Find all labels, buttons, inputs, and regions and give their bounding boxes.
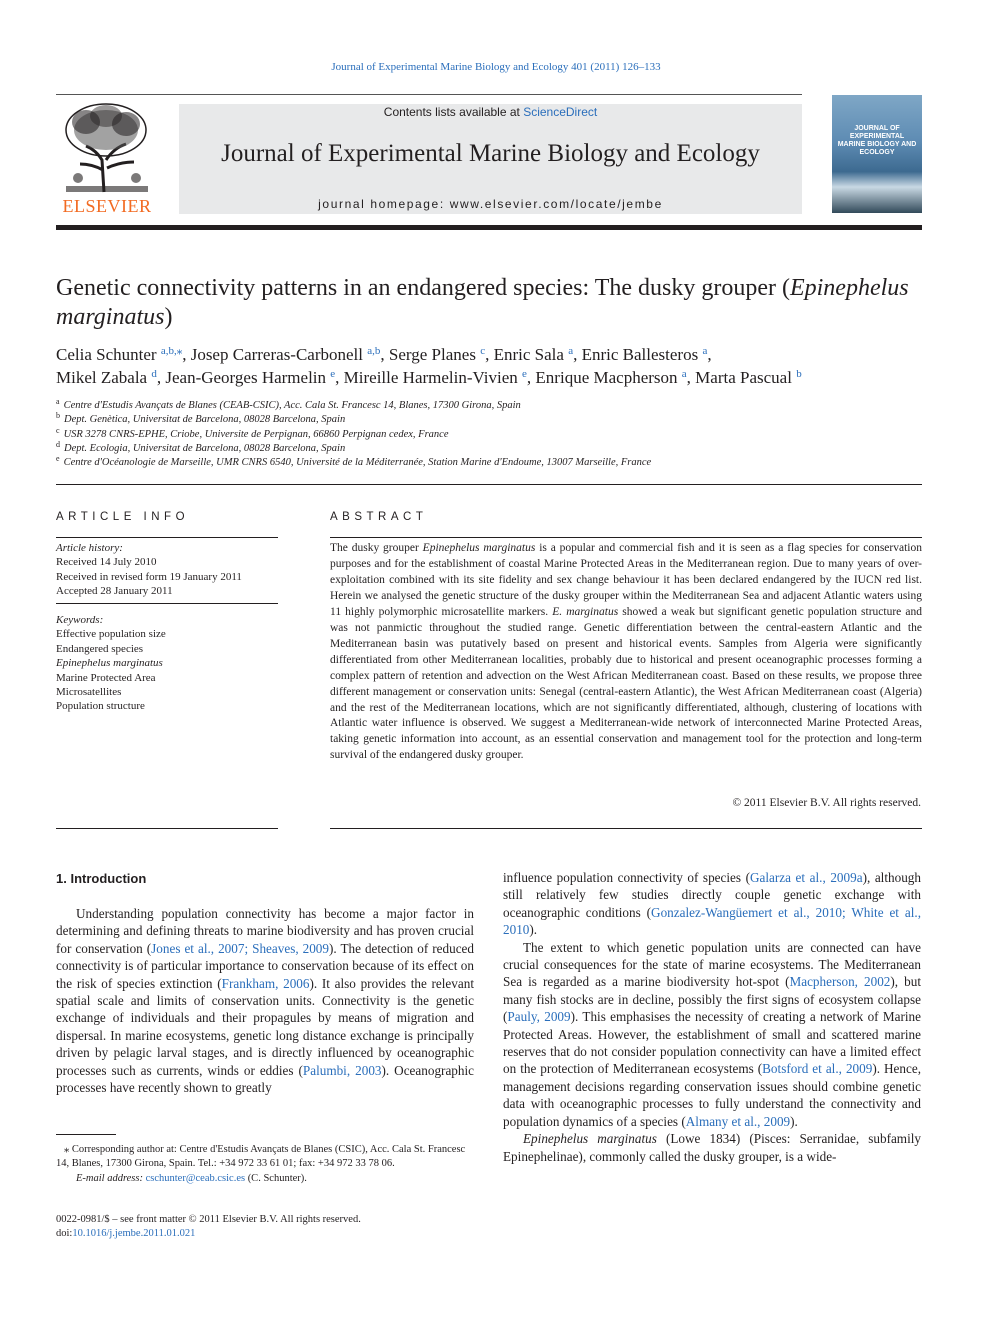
body-text-run: influence population connectivity of species ( <box>503 870 750 885</box>
citation-link[interactable]: Pauly, 2009 <box>507 1009 571 1025</box>
top-rule <box>56 94 802 95</box>
author: Enric Sala $^a$, <box>493 345 582 364</box>
author-name: Serge Planes <box>388 345 476 364</box>
contents-prefix: Contents lists available at <box>383 105 524 119</box>
author-affil-link[interactable]: a <box>702 345 708 357</box>
keyword: Microsatellites <box>56 686 122 699</box>
author-affil-link[interactable]: b <box>796 368 802 380</box>
author-name: Mikel Zabala <box>56 368 148 387</box>
author-affil-link[interactable]: e <box>330 368 336 380</box>
corresponding-text: ⁎ Corresponding author at: Centre d'Estudis Avançats de Blanes (CSIC), Acc. Cala St. Francesc 14, Blanes, 17300 Girona, Spain. Tel.: +34 972 33 61 01; fax: +34 972 33 78 06. <box>56 1144 466 1170</box>
body-text-run: ), although still relatively few studies directly couple genetic exchange with oceanographic conditions ( <box>503 870 921 920</box>
affiliation: $^e$ Centre d'Océanologie de Marseille, UMR CNRS 6540, Université de la Méditerranée, Station Marine d'Endoume, 13007 Marseille, France <box>56 454 652 469</box>
affiliation: $^a$ Centre d'Estudis Avançats de Blanes (CEAB-CSIC), Acc. Cala St. Francesc 14, Blanes, 17300 Girona, Spain <box>56 397 521 411</box>
citation-link[interactable]: Frankham, 2006 <box>221 975 310 991</box>
author: Enrique Macpherson $^a$, <box>535 368 696 387</box>
body-text-run: ). <box>529 922 538 938</box>
body-text-run: ). Oceanographic processes have recently shown to greatly <box>56 1062 474 1096</box>
author-name: Celia Schunter <box>56 345 157 364</box>
article-info-rule <box>56 537 278 538</box>
abstract-rule <box>330 537 922 538</box>
journal-title: Journal of Experimental Marine Biology and Ecology <box>221 140 760 167</box>
keyword: Epinephelus marginatus <box>56 657 163 670</box>
citation-link[interactable]: Almany et al., 2009 <box>685 1113 791 1129</box>
author: Enric Ballesteros $^a$, <box>581 345 712 364</box>
body-text-run: ). It also provides the relevant spatial scale and limits of conservation units. Connectivity is the genetic exchange of individuals and their propagules by means of migration and dispersal. In marine ecosystems, genetic long distance exchange is principally driven by pelagic larval stages, and is directly influenced by oceanographic processes such as currents, winds or eddies ( <box>56 975 474 1078</box>
author-affil-link[interactable]: a,b,⁎ <box>160 345 183 357</box>
article-info-bottom-rule <box>56 828 278 829</box>
body-text-run: Understanding population connectivity has become a major factor in determining and defining threats to marine biodiversity and has proven crucial for conservation ( <box>56 906 474 956</box>
author-name: Mireille Harmelin-Vivien <box>343 368 518 387</box>
elsevier-wordmark: ELSEVIER <box>62 196 152 216</box>
body-text-run: The extent to which genetic population units are connected can have crucial consequences for the state of marine ecosystems. The Mediterranean Sea is regarded as a marine biodiversity hot-spot ( <box>503 939 921 990</box>
sciencedirect-link[interactable]: ScienceDirect <box>523 105 598 119</box>
front-matter-note <box>56 1213 474 1242</box>
abstract-heading: ABSTRACT <box>330 511 428 523</box>
corresponding-author-footnote <box>56 1143 474 1186</box>
doi-line: doi:10.1016/j.jembe.2011.01.021 <box>56 1228 196 1240</box>
author-name: Enric Sala <box>493 345 564 364</box>
history-item: Received in revised form 19 January 2011 <box>56 570 242 583</box>
author: Celia Schunter $^{a,b,⁎}$, <box>56 345 191 364</box>
title-part-1: Genetic connectivity patterns in an endangered species: The dusky grouper ( <box>56 275 790 301</box>
body-text-run: ). <box>790 1113 798 1129</box>
email-line: E-mail address: cschunter@ceab.csic.es (C. Schunter). <box>76 1172 307 1184</box>
history-label: Article history: <box>56 542 123 554</box>
affiliation: $^d$ Dept. Ecologia, Universitat de Barcelona, 08028 Barcelona, Spain <box>56 439 346 454</box>
keyword: Population structure <box>56 700 145 713</box>
journal-cover-image[interactable] <box>832 95 922 213</box>
doi-link[interactable]: 10.1016/j.jembe.2011.01.021 <box>72 1228 196 1240</box>
author-name: Marta Pascual <box>695 368 792 387</box>
homepage-url-link[interactable]: www.elsevier.com/locate/jembe <box>449 197 663 211</box>
author-list <box>56 343 922 389</box>
author-affil-link[interactable]: c <box>480 345 486 357</box>
species-name: Epinephelus marginatus <box>523 1131 657 1147</box>
section-divider <box>56 484 922 485</box>
affiliation: $^c$ USR 3278 CNRS-EPHE, Criobe, Universite de Perpignan, 66860 Perpignan cedex, France <box>56 425 449 440</box>
citation-link[interactable]: Galarza et al., 2009a <box>749 870 863 885</box>
author-name: Enric Ballesteros <box>581 345 699 364</box>
author: Jean-Georges Harmelin $^e$, <box>165 368 344 387</box>
cover-title: JOURNAL OF EXPERIMENTAL MARINE BIOLOGY AND ECOLOGY <box>837 125 917 156</box>
author-affil-link[interactable]: d <box>151 368 157 380</box>
author-affil-link[interactable]: a <box>681 368 687 380</box>
article-info-heading: ARTICLE INFO <box>56 511 190 523</box>
title-part-2: ) <box>164 304 173 330</box>
introduction-heading: 1. Introduction <box>56 871 147 886</box>
title-species: Epinephelus marginatus <box>56 275 909 330</box>
keywords-rule <box>56 603 278 604</box>
journal-reference[interactable]: Journal of Experimental Marine Biology and Ecology 401 (2011) 126–133 <box>331 61 661 73</box>
author: Mireille Harmelin-Vivien $^e$, <box>343 368 536 387</box>
affiliations <box>56 399 922 470</box>
header-divider <box>56 225 922 230</box>
citation-link[interactable]: Botsford et al., 2009 <box>762 1061 873 1077</box>
author-name: Enrique Macpherson <box>535 368 678 387</box>
body-text-run: ). The detection of reduced connectivity is of particular importance to conservation because of its effect on the risk of species extinction ( <box>56 940 474 991</box>
body-text-run: ). This emphasises the necessity of creating a network of Marine Protected Areas. However, the establishment of small and scattered marine reserves that do not consider population connectivity can have a limited effect on the protection of Mediterranean ecosystems ( <box>503 1009 921 1077</box>
keyword: Marine Protected Area <box>56 671 156 684</box>
author-affil-link[interactable]: a <box>568 345 574 357</box>
issn-line: 0022-0981/$ – see front matter © 2011 Elsevier B.V. All rights reserved. <box>56 1214 361 1225</box>
keyword: Effective population size <box>56 628 166 641</box>
author: Mikel Zabala $^d$, <box>56 368 166 387</box>
citation-link[interactable]: Jones et al., 2007; Sheaves, 2009 <box>151 940 329 956</box>
keyword: Endangered species <box>56 642 144 655</box>
article-title <box>56 274 922 332</box>
email-link[interactable]: cschunter@ceab.csic.es <box>145 1172 246 1184</box>
article-history <box>56 541 278 599</box>
abstract-copyright: © 2011 Elsevier B.V. All rights reserved. <box>732 797 921 809</box>
body-text-run: ). Hence, management decisions regarding conservation issues should combine genetic data with oceanographic processes to fully understand the connectivity and population dynamics of a species ( <box>503 1061 921 1129</box>
journal-homepage <box>179 197 802 211</box>
citation-link[interactable]: Gonzalez-Wangüemert et al., 2010; White et al., 2010 <box>503 904 921 938</box>
body-text-run: (Lowe 1834) (Pisces: Serranidae, subfamily Epinephelinae), commonly called the dusky grouper, is a wide- <box>503 1131 921 1164</box>
abstract-text: The dusky grouper Epinephelus marginatus is a popular and commercial fish and it is seen as a flag species for conservation purposes and for the establishment of coastal Marine Protected Areas in the Mediterranean region. Due to many years of over-exploitation combined with its site fidelity and sex change behaviour it has been declared endangered by the IUCN red list. Herein we analysed the genetic structure of the dusky grouper within the Mediterranean Sea and adjacent Atlantic waters using 11 highly polymorphic microsatellite markers. E. marginatus showed a weak but significant genetic population structure and was not panmictic throughout the studied range. Genetic differentiation between the central-eastern Atlantic and the Mediterranean basin was putatively based on present and historical events. Samples from Algeria were significantly differentiated from other Mediterranean localities, probably due to historical and present oceanographic processes forming a complex pattern of retention and advection on the West African Mediterranean coast. Based on these results, we propose three different management or conservation units: Senegal (central-eastern Atlantic), the West African Mediterranean coast (Algeria) and the rest of the Mediterranean locations, which are not significantly differentiated, although, clustering of locations with Atlantic water influence is observed. We suggest a Mediterranean-wide network of interconnected Marine Protected Areas, taking genetic information into account, as an essential conservation and management tool for the protection and long-term survival of the endangered dusky grouper. <box>330 542 922 762</box>
abstract-bottom-rule <box>330 828 922 829</box>
body-text-run: ), but many fish stocks are in decline, possibly the first signs of ecosystem collapse ( <box>503 974 922 1025</box>
intro-paragraph-1 <box>56 905 474 1096</box>
footnote-rule <box>56 1134 116 1135</box>
citation-link[interactable]: Palumbi, 2003 <box>302 1062 382 1078</box>
author-name: Josep Carreras-Carbonell <box>190 345 364 364</box>
history-item: Accepted 28 January 2011 <box>56 585 173 598</box>
elsevier-tree-icon <box>56 100 158 196</box>
keywords-label: Keywords: <box>56 614 104 626</box>
intro-right-column <box>503 869 921 1165</box>
author: Josep Carreras-Carbonell $^{a,b}$, <box>190 345 389 364</box>
author-name: Jean-Georges Harmelin <box>165 368 327 387</box>
keywords <box>56 613 278 714</box>
author <box>695 368 802 387</box>
contents-line <box>179 105 802 119</box>
homepage-prefix: journal homepage: <box>318 197 450 211</box>
author-affil-link[interactable]: a,b <box>367 345 381 357</box>
author-affil-link[interactable]: e <box>522 368 527 380</box>
author: Serge Planes $^c$, <box>388 345 494 364</box>
citation-link[interactable]: Macpherson, 2002 <box>789 974 891 990</box>
history-item: Received 14 July 2010 <box>56 556 157 569</box>
affiliation: $^b$ Dept. Genètica, Universitat de Barcelona, 08028 Barcelona, Spain <box>56 411 346 426</box>
